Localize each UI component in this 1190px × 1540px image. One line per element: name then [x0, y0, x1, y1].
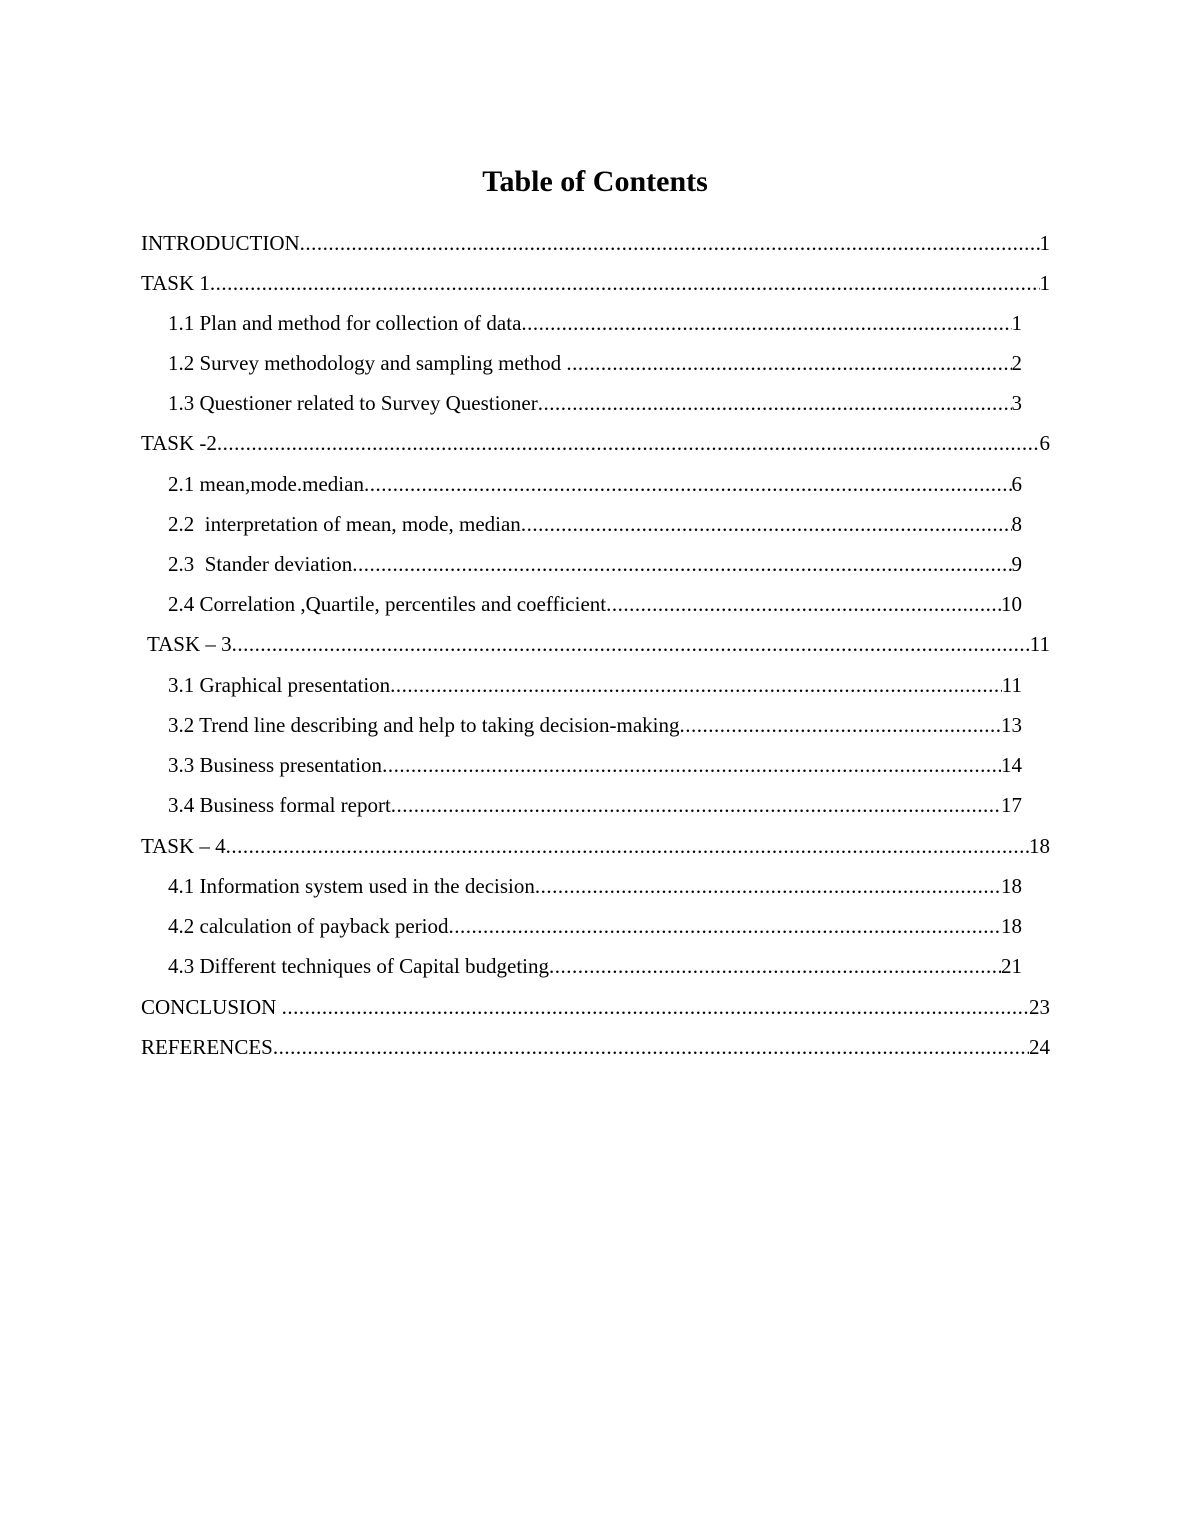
toc-page-number: 10	[1001, 592, 1022, 616]
toc-entry-3-2[interactable]	[168, 710, 1022, 740]
toc-dot-leader	[282, 992, 1029, 1022]
toc-entry-label: 3.2 Trend line describing and help to taking decision-making	[168, 713, 680, 737]
toc-dot-leader	[538, 388, 1012, 418]
toc-entry-label: 2.4 Correlation ,Quartile, percentiles and coefficient	[168, 592, 607, 616]
toc-entry-1-3[interactable]	[168, 388, 1022, 418]
toc-entry-label: 1.2 Survey methodology and sampling method	[168, 351, 567, 375]
toc-page-number: 18	[1001, 914, 1022, 938]
toc-entry-task-4[interactable]	[141, 831, 1050, 861]
toc-entry-label: 2.1 mean,mode.median	[168, 472, 364, 496]
toc-page-number: 17	[1001, 793, 1022, 817]
toc-dot-leader	[232, 629, 1030, 659]
toc-dot-leader	[210, 268, 1040, 298]
toc-dot-leader	[549, 951, 1001, 981]
toc-entry-label: CONCLUSION	[141, 995, 282, 1019]
toc-entry-1-2[interactable]	[168, 348, 1022, 378]
toc-page-number: 21	[1001, 954, 1022, 978]
toc-page-number: 1	[1039, 271, 1050, 295]
toc-entry-label: INTRODUCTION	[141, 231, 300, 255]
toc-entry-label: TASK – 4	[141, 834, 226, 858]
toc-entry-2-4[interactable]	[168, 589, 1022, 619]
toc-entry-label: 1.1 Plan and method for collection of data	[168, 311, 522, 335]
toc-entry-2-1[interactable]	[168, 469, 1022, 499]
toc-dot-leader	[391, 790, 1001, 820]
toc-entry-task-3[interactable]	[147, 629, 1050, 659]
toc-entry-label: 3.4 Business formal report	[168, 793, 391, 817]
toc-dot-leader	[217, 428, 1040, 458]
toc-entry-label: 4.1 Information system used in the decision	[168, 874, 535, 898]
toc-entry-3-4[interactable]	[168, 790, 1022, 820]
toc-entry-label: REFERENCES	[141, 1035, 273, 1059]
toc-dot-leader	[566, 348, 1011, 378]
toc-dot-leader	[448, 911, 1001, 941]
toc-entry-3-3[interactable]	[168, 750, 1022, 780]
toc-entry-label: 2.3 Stander deviation	[168, 552, 353, 576]
toc-page-number: 1	[1039, 231, 1050, 255]
toc-entry-task-2[interactable]	[141, 428, 1050, 458]
toc-page-number: 11	[1029, 632, 1050, 656]
toc-page-number: 24	[1029, 1035, 1050, 1059]
toc-entry-references[interactable]	[141, 1032, 1050, 1062]
toc-entry-label: 4.2 calculation of payback period	[168, 914, 449, 938]
toc-page-number: 8	[1011, 512, 1022, 536]
toc-page-number: 18	[1029, 834, 1050, 858]
toc-entry-task-1[interactable]	[141, 268, 1050, 298]
toc-entry-2-2[interactable]	[168, 509, 1022, 539]
toc-entry-label: 3.1 Graphical presentation	[168, 673, 391, 697]
toc-entry-4-3[interactable]	[168, 951, 1022, 981]
toc-dot-leader	[273, 1032, 1029, 1062]
toc-entry-label: 1.3 Questioner related to Survey Questioner	[168, 391, 538, 415]
toc-entry-conclusion[interactable]	[141, 992, 1050, 1022]
toc-entry-label: TASK – 3	[147, 632, 232, 656]
toc-entry-label: 2.2 interpretation of mean, mode, median	[168, 512, 521, 536]
toc-entry-label: 3.3 Business presentation	[168, 753, 383, 777]
toc-entry-label: 4.3 Different techniques of Capital budgeting	[168, 954, 550, 978]
toc-dot-leader	[300, 228, 1040, 258]
toc-page-number: 6	[1011, 472, 1022, 496]
toc-page-number: 11	[1001, 673, 1022, 697]
toc-dot-leader	[521, 509, 1012, 539]
toc-dot-leader	[390, 670, 1002, 700]
toc-entry-label: TASK 1	[141, 271, 210, 295]
toc-dot-leader	[352, 549, 1011, 579]
toc-page-number: 6	[1039, 431, 1050, 455]
toc-dot-leader	[364, 469, 1012, 499]
toc-dot-leader	[521, 308, 1011, 338]
toc-entry-1-1[interactable]	[168, 308, 1022, 338]
toc-page-number: 18	[1001, 874, 1022, 898]
toc-page-number: 23	[1029, 995, 1050, 1019]
toc-entry-4-2[interactable]	[168, 911, 1022, 941]
toc-page-number: 2	[1011, 351, 1022, 375]
toc-dot-leader	[382, 750, 1001, 780]
toc-page-number: 13	[1001, 713, 1022, 737]
toc-dot-leader	[535, 871, 1001, 901]
toc-page-number: 3	[1011, 391, 1022, 415]
toc-dot-leader	[680, 710, 1001, 740]
toc-page-number: 9	[1011, 552, 1022, 576]
toc-entry-2-3[interactable]	[168, 549, 1022, 579]
toc-entry-introduction[interactable]	[141, 228, 1050, 258]
toc-page-number: 1	[1011, 311, 1022, 335]
toc-page-number: 14	[1001, 753, 1022, 777]
toc-dot-leader	[606, 589, 1001, 619]
toc-dot-leader	[226, 831, 1029, 861]
page-title: Table of Contents	[482, 165, 708, 198]
toc-entry-4-1[interactable]	[168, 871, 1022, 901]
toc-entry-3-1[interactable]	[168, 670, 1022, 700]
toc-entry-label: TASK -2	[141, 431, 217, 455]
